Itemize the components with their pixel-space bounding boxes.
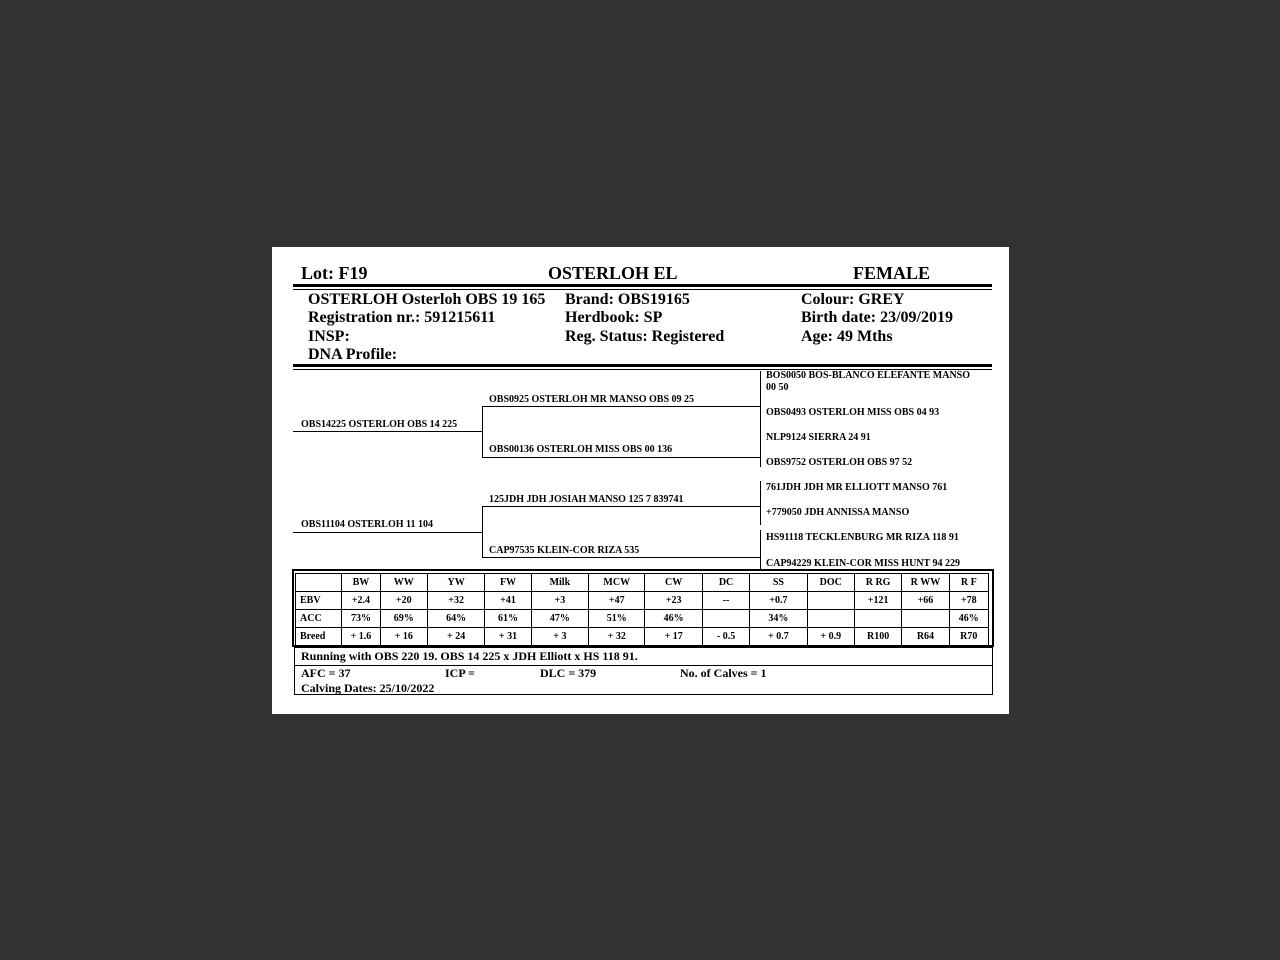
brand: Brand: OBS19165 — [565, 291, 690, 308]
ggp-4: OBS9752 OSTERLOH OBS 97 52 — [766, 457, 913, 468]
ebv-cell: + 3 — [531, 628, 588, 646]
ebv-column-header: R WW — [902, 574, 949, 592]
ebv-cell: + 0.9 — [807, 628, 854, 646]
dam-bracket — [482, 506, 483, 557]
animal-name: OSTERLOH EL — [548, 263, 678, 283]
ggp-7: HS91118 TECKLENBURG MR RIZA 118 91 — [766, 532, 959, 543]
ebv-cell: 51% — [589, 610, 645, 628]
ggp-1: BOS0050 BOS-BLANCO ELEFANTE MANSO — [766, 370, 971, 381]
ebv-column-header: R RG — [854, 574, 901, 592]
ebv-column-header: MCW — [589, 574, 645, 592]
ebv-cell: 69% — [380, 610, 427, 628]
lot-number: Lot: F19 — [301, 263, 368, 283]
ebv-column-header: WW — [380, 574, 427, 592]
ebv-cell: R100 — [854, 628, 901, 646]
ebv-column-header — [296, 574, 342, 592]
dam-sire: 125JDH JDH JOSIAH MANSO 125 7 839741 — [489, 494, 684, 505]
ggp-bracket-2 — [760, 419, 761, 467]
ebv-row — [296, 592, 989, 610]
ebv-row-label: Breed — [296, 628, 342, 646]
full-name: OSTERLOH Osterloh OBS 19 165 — [308, 291, 546, 308]
ebv-cell: +2.4 — [342, 592, 380, 610]
animal-sex: FEMALE — [853, 263, 931, 283]
ebv-table — [295, 573, 989, 646]
sire-line — [293, 431, 482, 432]
ebv-cell: +41 — [485, 592, 531, 610]
ebv-cell: R64 — [902, 628, 949, 646]
ggp-1-cont: 00 50 — [766, 382, 789, 393]
reg-status: Reg. Status: Registered — [565, 328, 725, 345]
ebv-cell: +32 — [427, 592, 484, 610]
ggp-bracket-3 — [760, 481, 761, 525]
dam-dam: CAP97535 KLEIN-COR RIZA 535 — [489, 545, 640, 556]
ebv-cell: + 1.6 — [342, 628, 380, 646]
ebv-cell: +20 — [380, 592, 427, 610]
ebv-cell: +78 — [949, 592, 988, 610]
ebv-column-header: SS — [750, 574, 807, 592]
ebv-cell: 47% — [531, 610, 588, 628]
ebv-cell — [702, 610, 749, 628]
dam-line — [293, 532, 482, 533]
ebv-cell: + 17 — [645, 628, 702, 646]
ggp-bracket-1 — [760, 371, 761, 419]
ebv-cell: +23 — [645, 592, 702, 610]
herdbook: Herdbook: SP — [565, 309, 663, 326]
ebv-cell — [807, 592, 854, 610]
dam-sire-line — [482, 506, 760, 507]
ggp-bracket-4 — [760, 530, 761, 570]
sire-dam: OBS00136 OSTERLOH MISS OBS 00 136 — [489, 444, 673, 455]
lot-card — [272, 247, 1009, 714]
ebv-cell — [807, 610, 854, 628]
ebv-cell: + 0.7 — [750, 628, 807, 646]
ebv-column-header: BW — [342, 574, 380, 592]
sire-sire: OBS0925 OSTERLOH MR MANSO OBS 09 25 — [489, 394, 695, 405]
ebv-cell: +0.7 — [750, 592, 807, 610]
sire-dam-line — [482, 457, 760, 458]
ebv-cell: +3 — [531, 592, 588, 610]
ebv-row — [296, 628, 989, 646]
ebv-cell — [854, 610, 901, 628]
registration-number: Registration nr.: 591215611 — [308, 309, 496, 326]
ebv-column-header: R F — [949, 574, 988, 592]
ebv-column-header: YW — [427, 574, 484, 592]
ebv-cell: + 16 — [380, 628, 427, 646]
ebv-cell: +121 — [854, 592, 901, 610]
ebv-cell: 46% — [949, 610, 988, 628]
info-rule-thick — [293, 364, 992, 367]
sire-bracket — [482, 406, 483, 457]
ebv-cell: + 24 — [427, 628, 484, 646]
ebv-column-header: Milk — [531, 574, 588, 592]
calves-count: No. of Calves = 1 — [680, 666, 767, 680]
ggp-2: OBS0493 OSTERLOH MISS OBS 04 93 — [766, 407, 940, 418]
ebv-row — [296, 610, 989, 628]
ebv-column-header: DC — [702, 574, 749, 592]
ggp-6: +779050 JDH ANNISSA MANSO — [766, 507, 910, 518]
dam-dam-line — [482, 557, 760, 558]
ebv-cell: + 31 — [485, 628, 531, 646]
dna-profile: DNA Profile: — [308, 346, 398, 363]
ebv-cell: +66 — [902, 592, 949, 610]
ebv-column-header: CW — [645, 574, 702, 592]
ebv-cell: 64% — [427, 610, 484, 628]
ggp-8: CAP94229 KLEIN-COR MISS HUNT 94 229 — [766, 558, 960, 569]
ebv-cell: +47 — [589, 592, 645, 610]
ebv-cell: R70 — [949, 628, 988, 646]
ggp-3: NLP9124 SIERRA 24 91 — [766, 432, 871, 443]
afc: AFC = 37 — [301, 666, 351, 680]
ebv-cell: -- — [702, 592, 749, 610]
header-rule-thick — [293, 284, 992, 287]
ebv-cell: 46% — [645, 610, 702, 628]
notes-divider — [294, 665, 993, 666]
running-with: Running with OBS 220 19. OBS 14 225 x JDH Elliott x HS 118 91. — [301, 649, 638, 663]
sire-sire-line — [482, 406, 760, 407]
age: Age: 49 Mths — [801, 328, 893, 345]
ebv-row-label: ACC — [296, 610, 342, 628]
ebv-cell — [902, 610, 949, 628]
sire: OBS14225 OSTERLOH OBS 14 225 — [301, 419, 458, 430]
calving-dates: Calving Dates: 25/10/2022 — [301, 681, 435, 695]
ebv-column-header: FW — [485, 574, 531, 592]
ebv-cell: - 0.5 — [702, 628, 749, 646]
ebv-cell: + 32 — [589, 628, 645, 646]
birth-date: Birth date: 23/09/2019 — [801, 309, 953, 326]
ebv-cell: 73% — [342, 610, 380, 628]
dam: OBS11104 OSTERLOH 11 104 — [301, 519, 433, 530]
ebv-row-label: EBV — [296, 592, 342, 610]
dlc: DLC = 379 — [540, 666, 597, 680]
ebv-cell: 34% — [750, 610, 807, 628]
colour: Colour: GREY — [801, 291, 905, 308]
ggp-5: 761JDH JDH MR ELLIOTT MANSO 761 — [766, 482, 948, 493]
insp: INSP: — [308, 328, 350, 345]
ebv-cell: 61% — [485, 610, 531, 628]
icp: ICP = — [445, 666, 475, 680]
header-rule-thin — [293, 289, 992, 290]
ebv-column-header: DOC — [807, 574, 854, 592]
ebv-header-row — [296, 574, 989, 592]
